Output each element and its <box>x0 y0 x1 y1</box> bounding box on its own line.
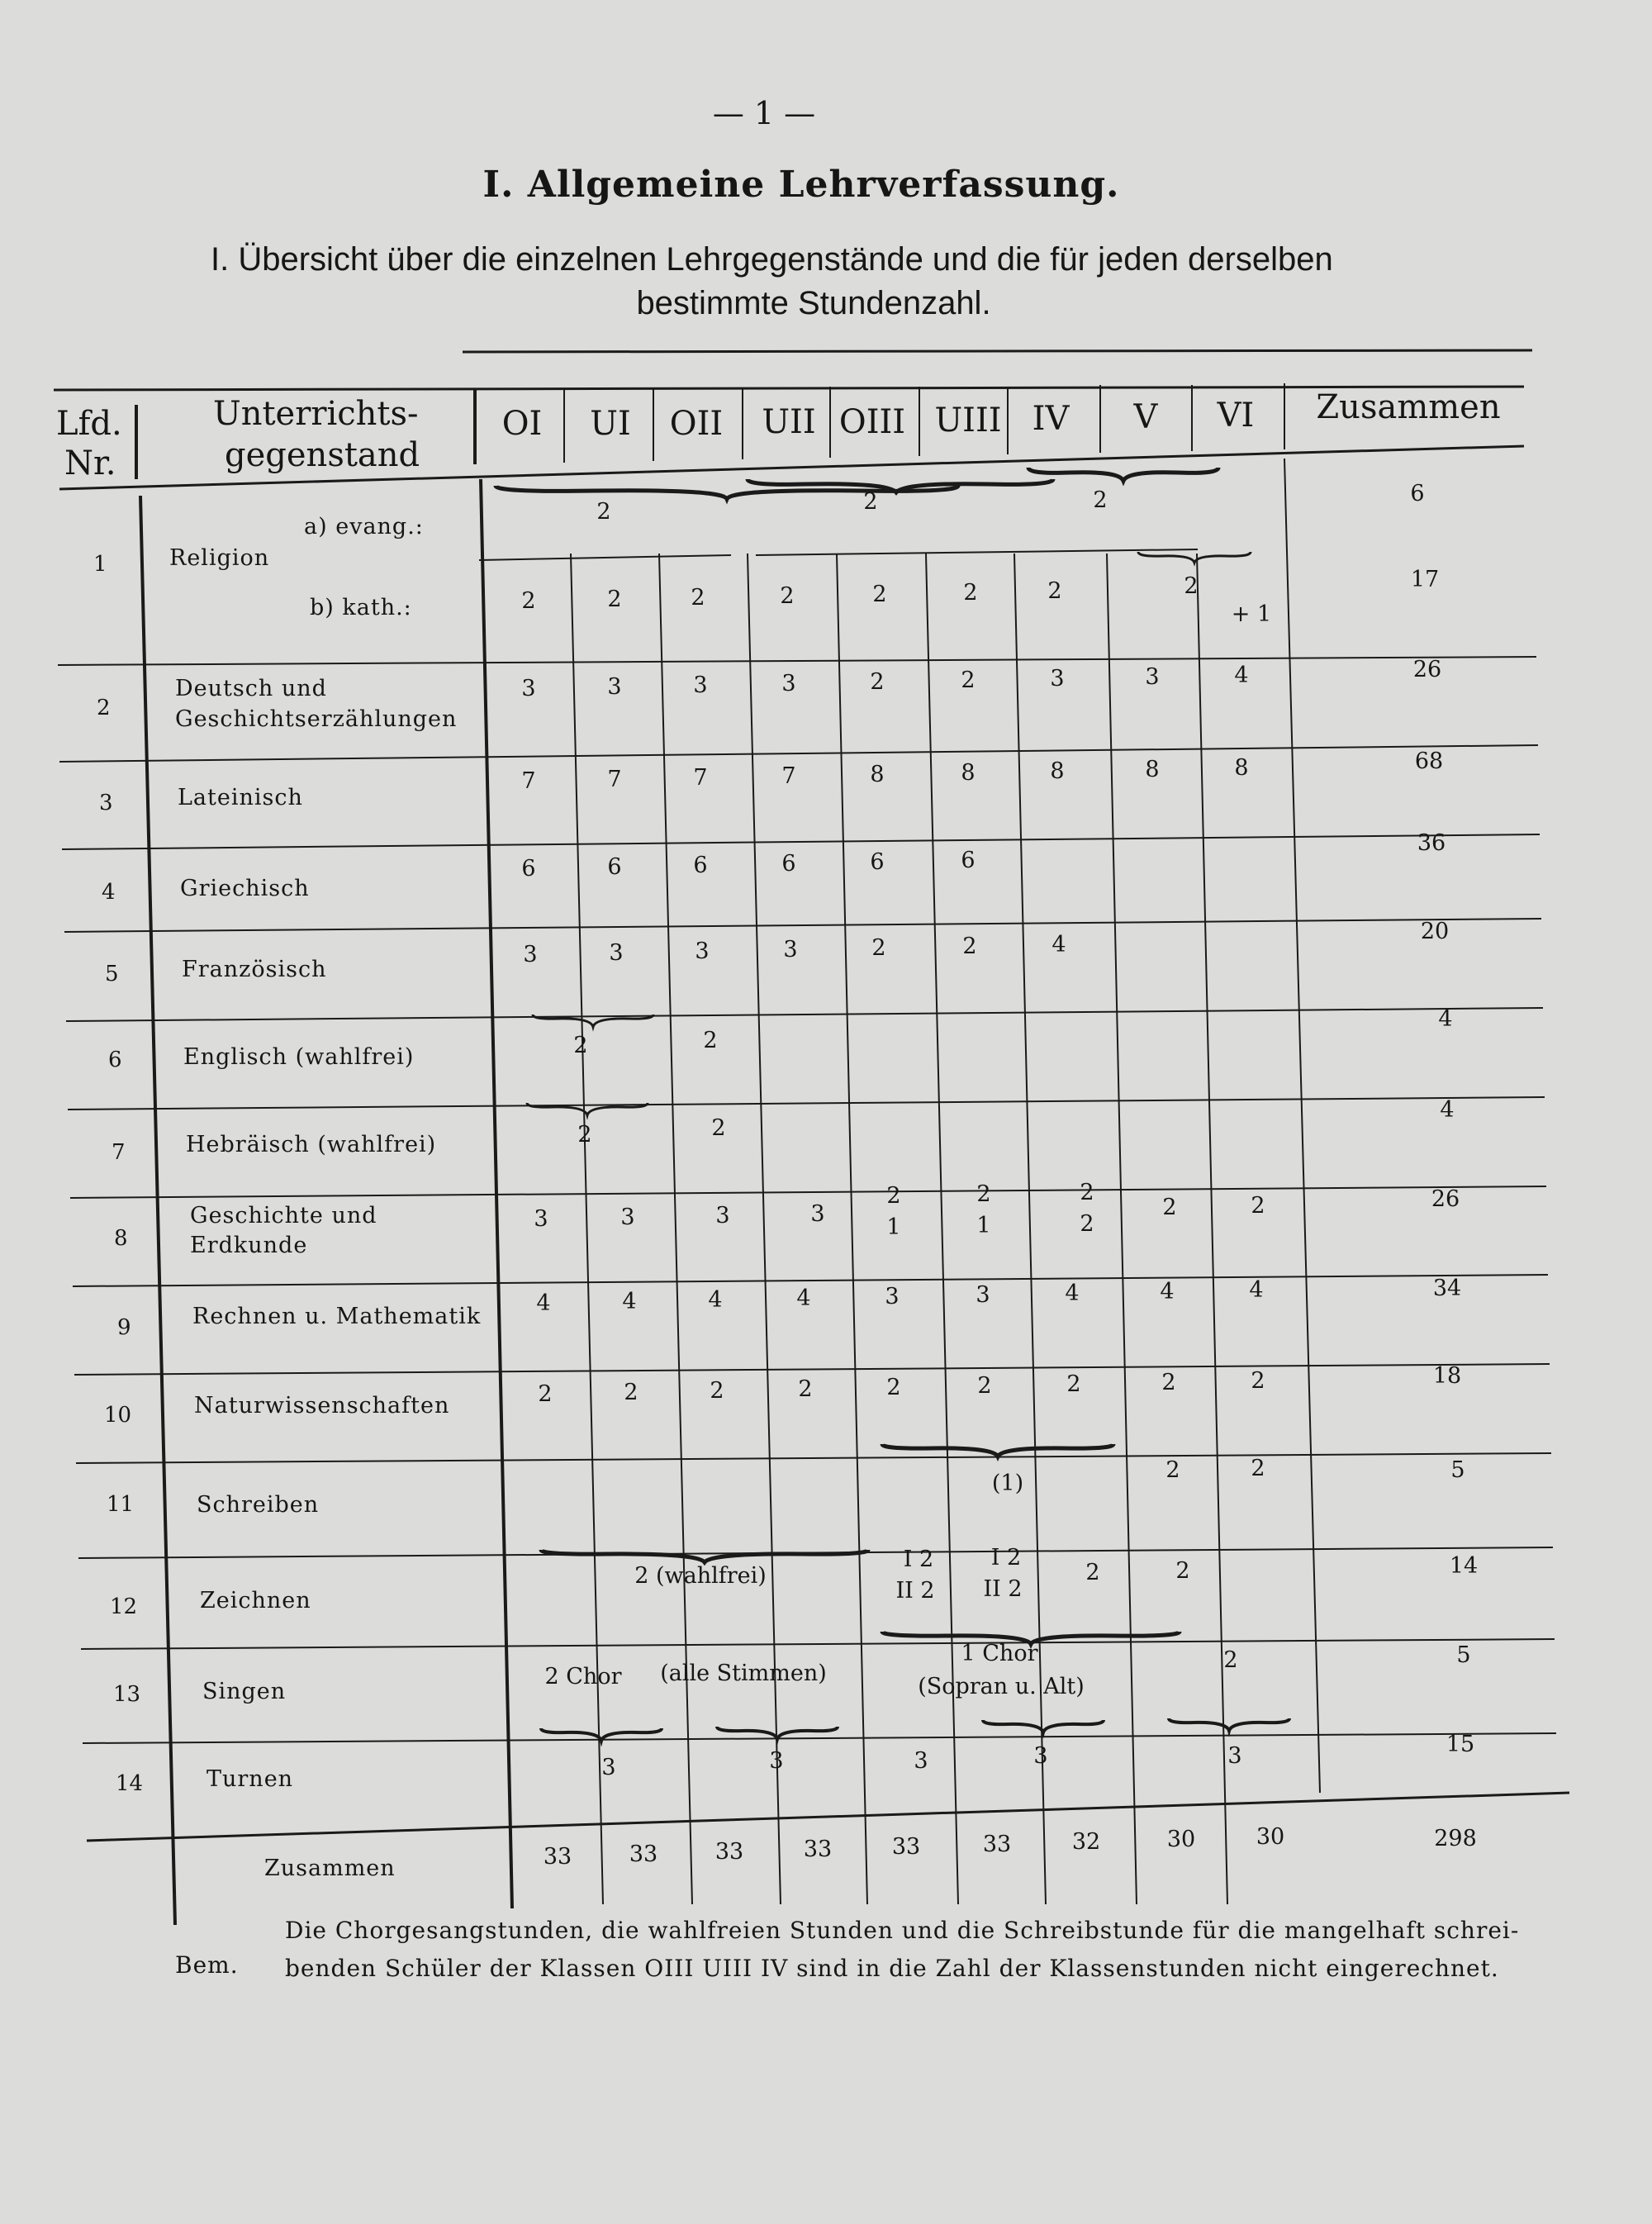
cell: 4 <box>796 1285 811 1311</box>
cell: 2 <box>870 669 885 695</box>
cell: 3 <box>769 1748 784 1774</box>
cell: II 2 <box>895 1578 935 1604</box>
row-total: 6 <box>1410 481 1425 506</box>
sum-cell: 30 <box>1256 1824 1285 1850</box>
cell: 3 <box>620 1205 635 1230</box>
cell: I 2 <box>903 1547 934 1572</box>
cell: 3 <box>781 671 796 696</box>
cell: 2 <box>521 588 536 614</box>
row-total: 18 <box>1432 1363 1462 1389</box>
header-class-V: V <box>1133 398 1158 436</box>
cell: 4 <box>622 1289 637 1314</box>
cell: 2 <box>1080 1180 1094 1205</box>
cell: 8 <box>1145 757 1160 782</box>
cell: 3 <box>885 1284 900 1309</box>
cell: 2 <box>871 935 886 961</box>
cell: 2 <box>872 582 887 607</box>
cell: 4 <box>1051 932 1066 958</box>
subject-sublabel-b: b) kath.: <box>310 595 412 620</box>
cell: 2 <box>886 1375 901 1400</box>
note-line-2: benden Schüler der Klassen OIII UIII IV sind in die Zahl der Klassenstunden nicht eingerechnet. <box>285 1955 1499 1982</box>
subject-label: Hebräisch (wahlfrei) <box>186 1132 437 1157</box>
cell: 3 <box>783 937 798 962</box>
cell: 2 <box>962 934 977 959</box>
cell: (1) <box>991 1471 1024 1496</box>
row-total: 17 <box>1410 567 1440 592</box>
cell: 8 <box>1050 758 1065 784</box>
row-number: 6 <box>108 1048 122 1072</box>
cell: 4 <box>1160 1279 1175 1304</box>
subject-label: Rechnen u. Mathematik <box>192 1304 482 1329</box>
header-subject-1: Unterrichts- <box>213 395 419 433</box>
subject-label-2: Geschichtserzählungen <box>175 706 458 732</box>
cell: 3 <box>523 942 538 967</box>
row-number: 4 <box>102 880 116 905</box>
cell: 2 <box>577 1122 592 1148</box>
cell: 3 <box>607 674 622 700</box>
sum-label: Zusammen <box>264 1856 396 1881</box>
cell: 2 <box>963 580 978 606</box>
cell: 7 <box>607 767 622 792</box>
row-total: 14 <box>1449 1553 1479 1579</box>
cell: 1 <box>886 1214 901 1240</box>
cell: 2 <box>1223 1647 1238 1673</box>
cell: 2 <box>977 1373 992 1399</box>
subtitle-line-2: bestimmte Stundenzahl. <box>636 285 991 321</box>
cell: (alle Stimmen) <box>660 1661 827 1686</box>
cell: 6 <box>961 848 976 873</box>
subject-label: Englisch (wahlfrei) <box>183 1044 415 1070</box>
cell: 3 <box>534 1206 548 1232</box>
row-number: 5 <box>105 962 119 986</box>
row-number: 9 <box>117 1315 131 1340</box>
cell: 6 <box>693 853 708 878</box>
header-class-UI: UI <box>590 405 631 443</box>
sum-cell: 30 <box>1166 1827 1196 1852</box>
header-class-OI: OI <box>501 405 543 443</box>
cell: 3 <box>1227 1743 1242 1769</box>
cell: 7 <box>521 768 536 794</box>
grand-total: 298 <box>1434 1826 1477 1851</box>
cell: 2 (wahlfrei) <box>634 1563 767 1589</box>
subject-label: Geschichte und <box>190 1203 377 1228</box>
cell: 2 <box>886 1183 901 1209</box>
cell: 2 <box>976 1181 991 1207</box>
header-total: Zusammen <box>1316 388 1501 426</box>
cell: 3 <box>521 676 536 701</box>
subtitle-line-1: I. Übersicht über die einzelnen Lehrgegenstände und die für jeden derselben <box>211 241 1333 278</box>
row-total: 26 <box>1412 657 1442 682</box>
header-class-OII: OII <box>669 405 724 443</box>
cell: 4 <box>1065 1281 1080 1306</box>
sum-cell: 32 <box>1071 1829 1101 1855</box>
cell: 2 <box>1162 1195 1177 1220</box>
cell: 3 <box>1033 1743 1048 1769</box>
header-nr: Nr. <box>64 444 116 482</box>
subject-label: Griechisch <box>180 876 310 901</box>
sum-cell: 33 <box>629 1841 658 1867</box>
row-total: 5 <box>1456 1642 1471 1668</box>
cell: 2 <box>961 668 976 693</box>
cell: 2 <box>1165 1457 1180 1483</box>
cell: 4 <box>1234 663 1249 688</box>
cell: 3 <box>976 1282 990 1308</box>
cell: 2 <box>1251 1193 1265 1219</box>
row-number: 3 <box>99 791 113 815</box>
subject-label: Deutsch und <box>175 676 327 701</box>
row-number: 11 <box>107 1492 135 1517</box>
cell: 8 <box>961 760 976 786</box>
cell: 8 <box>1234 755 1249 781</box>
cell: 8 <box>870 762 885 787</box>
cell: 3 <box>695 939 710 964</box>
header-class-OIII: OIII <box>838 403 906 441</box>
cell: 3 <box>609 940 624 966</box>
cell: 2 <box>607 587 622 612</box>
row-number: 2 <box>97 696 111 720</box>
cell: 2 <box>1251 1368 1265 1394</box>
cell: 2 <box>1184 573 1199 599</box>
row-number: 1 <box>93 552 107 577</box>
cell: 2 <box>624 1380 638 1405</box>
cell: 6 <box>607 854 622 880</box>
subject-label: Religion <box>169 545 270 571</box>
sum-cell: 33 <box>982 1832 1012 1857</box>
row-total: 4 <box>1440 1097 1455 1123</box>
cell: 4 <box>708 1287 723 1313</box>
cell: 2 <box>1093 487 1108 513</box>
cell: 3 <box>1050 666 1065 691</box>
cell: 2 <box>1085 1560 1100 1585</box>
cell: 2 <box>703 1028 718 1053</box>
row-total: 36 <box>1417 830 1446 856</box>
cell: 2 <box>1080 1211 1094 1237</box>
row-total: 26 <box>1431 1186 1460 1212</box>
row-number: 8 <box>114 1226 128 1251</box>
header-class-VI: VI <box>1217 397 1255 435</box>
cell: 2 <box>573 1033 588 1058</box>
cell: 7 <box>693 765 708 791</box>
row-total: 5 <box>1450 1457 1465 1483</box>
cell: (Sopran u. Alt) <box>918 1674 1085 1699</box>
cell: 6 <box>781 851 796 877</box>
sum-cell: 33 <box>803 1837 833 1862</box>
row-total: 68 <box>1414 748 1444 774</box>
cell: 2 <box>798 1376 813 1402</box>
cell: 1 Chor <box>961 1641 1038 1666</box>
cell: 7 <box>781 763 796 789</box>
subject-sublabel-a: a) evang.: <box>304 514 424 539</box>
header-lfd: Lfd. <box>56 405 122 443</box>
cell: 3 <box>715 1203 730 1228</box>
cell: 2 <box>710 1378 724 1404</box>
cell: 2 <box>1066 1371 1081 1397</box>
sum-cell: 33 <box>543 1844 572 1870</box>
subject-label: Französisch <box>182 957 327 982</box>
subject-label: Singen <box>202 1679 287 1704</box>
cell: 2 Chor <box>544 1664 622 1689</box>
cell: 2 <box>863 489 878 515</box>
cell: 3 <box>601 1755 616 1780</box>
cell: I 2 <box>990 1545 1022 1571</box>
cell: 2 <box>1161 1370 1176 1395</box>
cell: 3 <box>914 1748 928 1774</box>
cell: 4 <box>536 1290 551 1316</box>
row-number: 7 <box>112 1140 126 1165</box>
page-title: I. Allgemeine Lehrverfassung. <box>482 164 1120 206</box>
row-total: 34 <box>1432 1276 1462 1301</box>
subject-label: Turnen <box>206 1766 294 1792</box>
cell: 6 <box>521 856 536 882</box>
row-number: 12 <box>110 1594 138 1619</box>
cell: 1 <box>976 1213 991 1238</box>
cell: 4 <box>1249 1277 1264 1303</box>
cell: 2 <box>711 1115 726 1141</box>
cell: II 2 <box>983 1576 1023 1602</box>
cell: 3 <box>810 1201 825 1227</box>
row-total: 15 <box>1446 1732 1475 1757</box>
cell: 2 <box>596 499 611 525</box>
cell: + 1 <box>1231 601 1272 627</box>
row-number: 14 <box>116 1771 144 1796</box>
sum-cell: 33 <box>891 1834 921 1860</box>
subject-label: Naturwissenschaften <box>194 1393 450 1419</box>
cell: 2 <box>780 583 795 609</box>
subject-label: Lateinisch <box>178 785 303 810</box>
cell: 2 <box>691 585 705 611</box>
cell: 3 <box>1145 664 1160 690</box>
cell: 2 <box>538 1381 553 1407</box>
cell: 2 <box>1047 578 1062 604</box>
cell: 3 <box>693 672 708 698</box>
header-class-IV: IV <box>1032 400 1070 438</box>
subject-label-2: Erdkunde <box>190 1233 308 1258</box>
row-total: 4 <box>1438 1006 1453 1032</box>
header-class-UIII: UIII <box>934 402 1002 440</box>
cell: 2 <box>1251 1456 1265 1481</box>
row-number: 10 <box>104 1403 132 1428</box>
page-number: — 1 — <box>712 95 816 131</box>
sum-cell: 33 <box>714 1839 744 1865</box>
cell: 6 <box>870 849 885 875</box>
row-total: 20 <box>1420 919 1450 944</box>
subject-label: Zeichnen <box>200 1588 311 1613</box>
subject-label: Schreiben <box>197 1492 320 1518</box>
cell: 2 <box>1175 1558 1190 1584</box>
header-class-UII: UII <box>762 403 816 441</box>
note-label: Bem. <box>175 1951 239 1979</box>
header-subject-2: gegenstand <box>225 436 420 474</box>
row-number: 13 <box>113 1682 141 1707</box>
note-line-1: Die Chorgesangstunden, die wahlfreien Stunden und die Schreibstunde für die mangelhaft schrei- <box>285 1917 1520 1944</box>
